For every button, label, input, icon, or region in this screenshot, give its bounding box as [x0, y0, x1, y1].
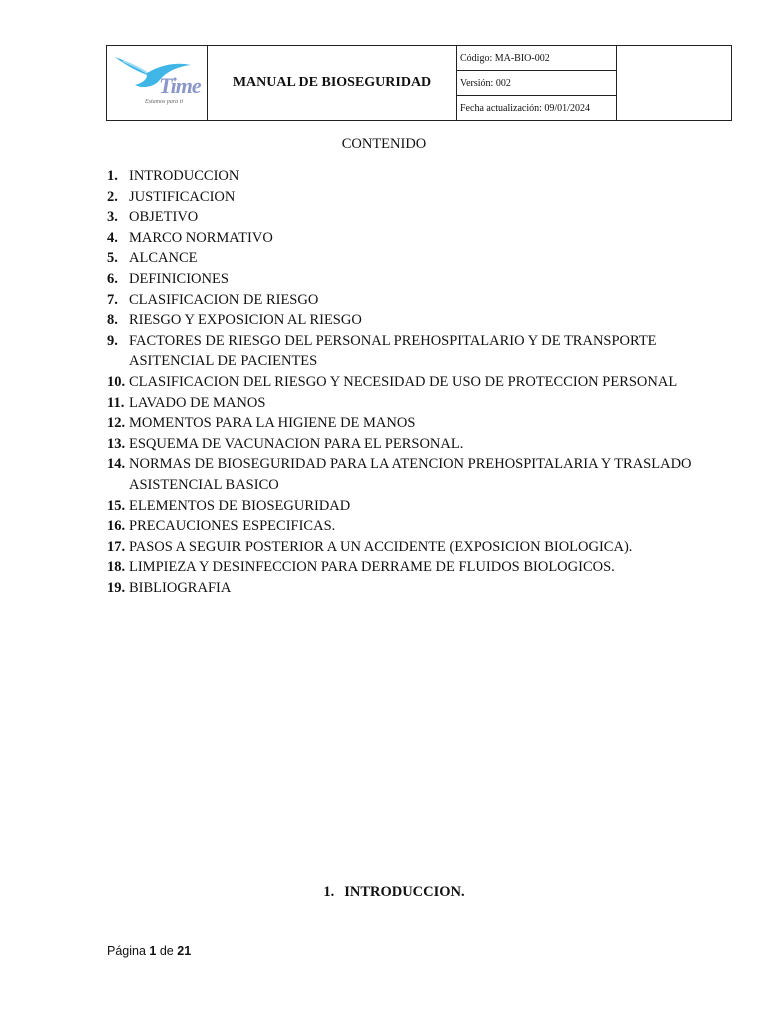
- toc-item-text: DEFINICIONES: [129, 270, 229, 287]
- toc-item-text: LAVADO DE MANOS: [129, 394, 266, 411]
- section-heading: [0, 884, 768, 901]
- toc-item-number: 3.: [107, 209, 118, 226]
- toc-item: [107, 393, 707, 414]
- current-page: 1: [149, 944, 157, 958]
- toc-item-number: 9.: [107, 332, 118, 349]
- page-footer: [107, 944, 191, 958]
- document-version: Versión: 002: [457, 71, 617, 96]
- total-pages: 21: [177, 944, 192, 958]
- toc-item-text: ALCANCE: [129, 250, 198, 267]
- toc-item-number: 16.: [107, 518, 126, 535]
- page-separator: de: [159, 944, 174, 958]
- toc-item-number: 1.: [107, 168, 118, 184]
- toc-item-number: 13.: [107, 435, 126, 452]
- toc-item: [107, 372, 707, 393]
- toc-item-number: 10.: [107, 373, 126, 390]
- toc-item-text: OBJETIVO: [129, 209, 199, 226]
- toc-item-text: PRECAUCIONES ESPECIFICAS.: [129, 518, 336, 535]
- toc-item: [107, 166, 707, 187]
- toc-item-number: 15.: [107, 497, 126, 514]
- toc-item-text: MOMENTOS PARA LA HIGIENE DE MANOS: [129, 415, 416, 432]
- toc-item: [107, 578, 707, 599]
- toc-item: [107, 207, 707, 228]
- toc-item-text: LIMPIEZA Y DESINFECCION PARA DERRAME DE FLUIDOS BIOLOGICOS.: [129, 559, 615, 576]
- toc-item-text: RIESGO Y EXPOSICION AL RIESGO: [129, 312, 362, 329]
- logo-cell: [107, 46, 208, 121]
- toc-item-text: BIBLIOGRAFIA: [129, 579, 232, 596]
- toc-item-number: 2.: [107, 188, 118, 205]
- document-title: MANUAL DE BIOSEGURIDAD: [208, 46, 457, 121]
- toc-item: [107, 310, 707, 331]
- toc-item: [107, 290, 707, 311]
- toc-item: [107, 248, 707, 269]
- toc-item-number: 4.: [107, 229, 118, 246]
- toc-item-text: CLASIFICACION DEL RIESGO Y NECESIDAD DE USO DE PROTECCION PERSONAL: [129, 373, 678, 390]
- toc-item-text: FACTORES DE RIESGO DEL PERSONAL PREHOSPITALARIO Y DE TRANSPORTE ASITENCIAL DE PACIENTES: [129, 332, 657, 370]
- toc-item: [107, 413, 707, 434]
- toc-item-text: MARCO NORMATIVO: [129, 229, 273, 246]
- toc-item-number: 18.: [107, 559, 126, 576]
- toc-item: [107, 269, 707, 290]
- toc-item-number: 6.: [107, 270, 118, 287]
- toc-item-text: ESQUEMA DE VACUNACION PARA EL PERSONAL.: [129, 435, 464, 452]
- contents-heading: CONTENIDO: [341, 136, 427, 152]
- toc-item: [107, 187, 707, 208]
- page-label: Página: [107, 944, 146, 958]
- toc-item: [107, 557, 707, 578]
- logo-slogan: Estamos para ti: [145, 99, 184, 105]
- toc-item-number: 17.: [107, 538, 126, 555]
- toc-item: [107, 454, 707, 495]
- toc-item: [107, 228, 707, 249]
- toc-item-text: CLASIFICACION DE RIESGO: [129, 291, 319, 308]
- toc-item-number: 11.: [107, 394, 125, 411]
- toc-item: [107, 331, 707, 372]
- toc-item-number: 7.: [107, 291, 118, 308]
- toc-item-text: JUSTIFICACION: [129, 188, 236, 205]
- section-title: INTRODUCCION.: [344, 884, 465, 900]
- toc-item-number: 5.: [107, 250, 118, 267]
- toc-item-number: 14.: [107, 456, 126, 473]
- toc-item: [107, 537, 707, 558]
- section-number: 1.: [323, 884, 335, 900]
- toc-item: [107, 516, 707, 537]
- company-logo: [107, 47, 207, 119]
- toc-item-text: PASOS A SEGUIR POSTERIOR A UN ACCIDENTE (EXPOSICION BIOLOGICA).: [129, 538, 633, 555]
- toc-item: [107, 496, 707, 517]
- toc-item: [107, 434, 707, 455]
- toc-item-number: 19.: [107, 579, 126, 596]
- toc-item-text: NORMAS DE BIOSEGURIDAD PARA LA ATENCION PREHOSPITALARIA Y TRASLADO ASISTENCIAL BASICO: [129, 456, 692, 493]
- document-header: [106, 45, 732, 121]
- logo-wordmark: Time: [159, 73, 201, 98]
- toc-item-text: INTRODUCCION: [129, 168, 240, 184]
- toc-item-number: 12.: [107, 415, 126, 432]
- blank-cell: [617, 46, 732, 121]
- table-of-contents: [107, 166, 707, 598]
- document-updated-date: Fecha actualización: 09/01/2024: [457, 96, 617, 121]
- document-code: Código: MA-BIO-002: [457, 46, 617, 71]
- toc-item-text: ELEMENTOS DE BIOSEGURIDAD: [129, 497, 351, 514]
- toc-item-number: 8.: [107, 312, 118, 329]
